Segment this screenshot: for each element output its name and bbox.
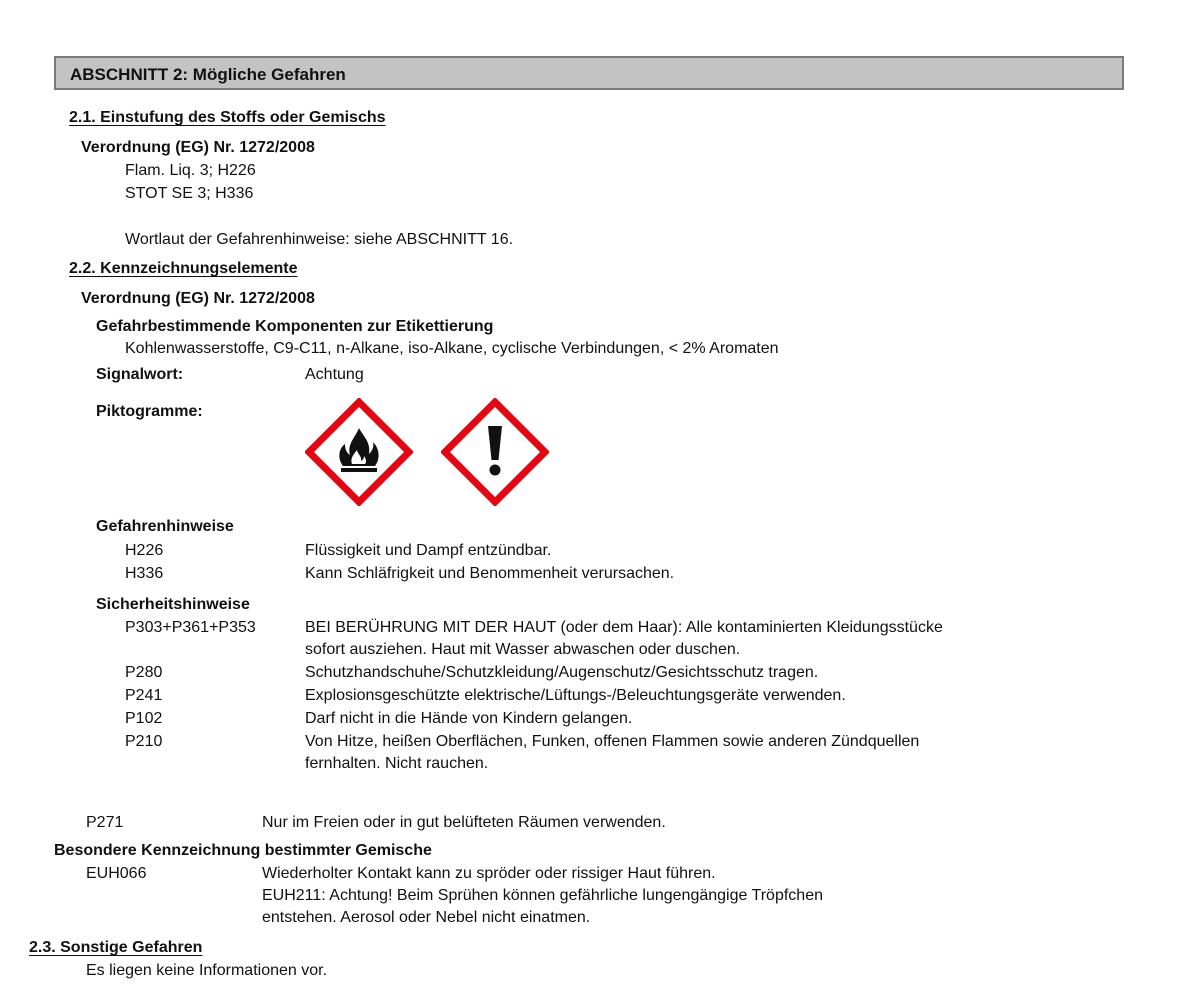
regulation-2-1: Verordnung (EG) Nr. 1272/2008 [81,139,315,156]
pictograms-label: Piktogramme: [96,403,203,420]
heading-2-3: 2.3. Sonstige Gefahren [29,939,203,956]
precaution-text: sofort ausziehen. Haut mit Wasser abwaschen oder duschen. [305,641,741,658]
precaution-code: P303+P361+P353 [125,619,256,636]
heading-2-2: 2.2. Kennzeichnungselemente [69,260,298,277]
flame-pictogram-icon [305,398,413,506]
hazard-code: H336 [125,565,164,582]
classification-1: Flam. Liq. 3; H226 [125,162,256,179]
extra-precaution-code: P271 [86,814,124,831]
classification-2: STOT SE 3; H336 [125,185,254,202]
signal-word-label: Signalwort: [96,366,184,383]
precaution-text: Von Hitze, heißen Oberflächen, Funken, offenen Flammen sowie anderen Zündquellen [305,733,920,750]
precaution-text: Darf nicht in die Hände von Kindern gelangen. [305,710,633,727]
other-hazards-text: Es liegen keine Informationen vor. [86,962,328,979]
precautionary-statements-label: Sicherheitshinweise [96,596,250,613]
heading-2-1: 2.1. Einstufung des Stoffs oder Gemischs [69,109,386,126]
precaution-code: P241 [125,687,163,704]
hazard-text: Kann Schläfrigkeit und Benommenheit verursachen. [305,565,675,582]
special-labelling-code: EUH066 [86,865,147,882]
components-label: Gefahrbestimmende Komponenten zur Etikettierung [96,318,494,335]
section-header-bar [54,56,1124,90]
classification-note: Wortlaut der Gefahrenhinweise: siehe ABSCHNITT 16. [125,231,514,248]
precaution-text: fernhalten. Nicht rauchen. [305,755,489,772]
special-labelling-text: entstehen. Aerosol oder Nebel nicht einatmen. [262,909,591,926]
components-value: Kohlenwasserstoffe, C9-C11, n-Alkane, iso-Alkane, cyclische Verbindungen, < 2% Aromaten [125,340,779,357]
special-labelling-text: EUH211: Achtung! Beim Sprühen können gefährliche lungengängige Tröpfchen [262,887,823,904]
special-labelling-label: Besondere Kennzeichnung bestimmter Gemische [54,842,432,859]
extra-precaution-text: Nur im Freien oder in gut belüfteten Räumen verwenden. [262,814,666,831]
special-labelling-text: Wiederholter Kontakt kann zu spröder oder rissiger Haut führen. [262,865,716,882]
regulation-2-2: Verordnung (EG) Nr. 1272/2008 [81,290,315,307]
precaution-text: Schutzhandschuhe/Schutzkleidung/Augenschutz/Gesichtsschutz tragen. [305,664,819,681]
exclamation-mark-pictogram-icon [441,398,549,506]
signal-word-value: Achtung [305,366,364,383]
precaution-code: P210 [125,733,163,750]
hazard-text: Flüssigkeit und Dampf entzündbar. [305,542,552,559]
section-title: ABSCHNITT 2: Mögliche Gefahren [70,65,346,84]
hazard-statements-label: Gefahrenhinweise [96,518,234,535]
precaution-code: P102 [125,710,163,727]
precaution-code: P280 [125,664,163,681]
hazard-code: H226 [125,542,164,559]
precaution-text: BEI BERÜHRUNG MIT DER HAUT (oder dem Haar): Alle kontaminierten Kleidungsstücke [305,619,943,636]
precaution-text: Explosionsgeschützte elektrische/Lüftungs-/Beleuchtungsgeräte verwenden. [305,687,846,704]
